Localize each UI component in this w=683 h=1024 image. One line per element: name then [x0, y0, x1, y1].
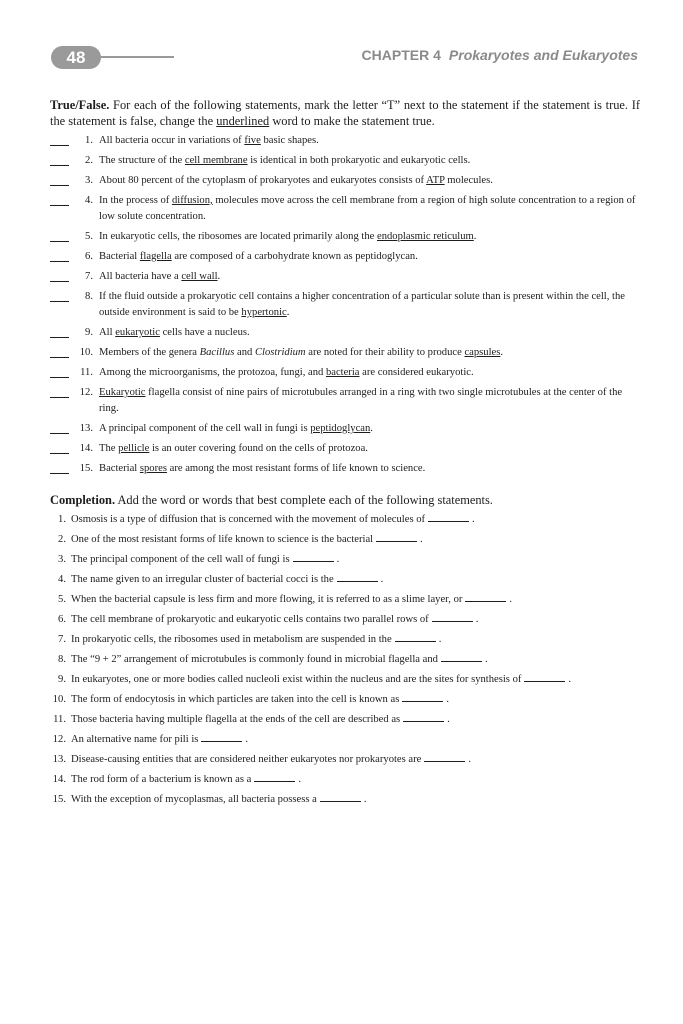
fill-in-blank[interactable] — [465, 592, 506, 602]
statement-end: . — [468, 754, 471, 765]
instructions-text-b: word to make the statement true. — [272, 114, 435, 128]
item-number: 13. — [79, 423, 93, 434]
answer-blank[interactable] — [50, 345, 69, 358]
fill-in-blank[interactable] — [337, 572, 378, 582]
chapter-label: CHAPTER 4 — [361, 47, 441, 63]
fill-in-blank[interactable] — [403, 712, 444, 722]
completion-item — [50, 652, 640, 668]
statement-text: In eukaryotes, one or more bodies called nucleoli exist within the nucleus and are the sites for synthesis of — [71, 674, 522, 685]
statement-text: . — [286, 307, 290, 318]
statement-text: In the process of — [99, 195, 170, 206]
completion-section — [50, 492, 640, 812]
fill-in-blank[interactable] — [424, 752, 465, 762]
completion-item — [50, 552, 640, 568]
item-number: 5. — [85, 231, 93, 242]
answer-blank[interactable] — [50, 229, 69, 242]
statement-text: Disease-causing entities that are considered neither eukaryotes nor prokaryotes are — [71, 754, 422, 765]
item-number: 4. — [58, 574, 66, 585]
statement-text: molecules move across the cell membrane from a region of high solute concentration to a region of low solute concentration. — [99, 195, 636, 222]
statement-text: is an outer covering found on the cells of protozoa. — [151, 443, 368, 454]
completion-item — [50, 712, 640, 728]
statement-text: are among the most resistant forms of life known to science. — [169, 463, 426, 474]
answer-blank[interactable] — [50, 289, 69, 302]
statement-text: A principal component of the cell wall in fungi is — [99, 423, 308, 434]
statement-end: . — [446, 694, 449, 705]
instructions-underlined: underlined — [216, 114, 270, 128]
fill-in-blank[interactable] — [320, 792, 361, 802]
tf-item — [50, 421, 640, 437]
statement-end: . — [475, 614, 479, 625]
answer-blank[interactable] — [50, 325, 69, 338]
statement-text: are noted for their ability to produce — [308, 347, 462, 358]
item-number: 12. — [52, 734, 66, 745]
underlined-term: five — [244, 135, 261, 146]
answer-blank[interactable] — [50, 249, 69, 262]
statement-end: . — [420, 534, 423, 545]
completion-heading: Completion. — [50, 493, 116, 507]
answer-blank[interactable] — [50, 193, 69, 206]
item-number: 9. — [58, 674, 66, 685]
fill-in-blank[interactable] — [293, 552, 334, 562]
statement-text: All — [99, 327, 113, 338]
underlined-term: Eukaryotic — [99, 387, 146, 398]
statement-text: The name given to an irregular cluster of bacterial cocci is the — [71, 574, 334, 585]
statement-text: The — [99, 443, 116, 454]
fill-in-blank[interactable] — [441, 652, 482, 662]
statement-text: basic shapes. — [263, 135, 319, 146]
statement-text: All bacteria occur in variations of — [99, 135, 242, 146]
item-number: 1. — [58, 514, 66, 525]
answer-blank[interactable] — [50, 441, 69, 454]
statement-text: . — [500, 347, 504, 358]
statement-text: Among the microorganisms, the protozoa, fungi, and — [99, 367, 324, 378]
underlined-term: bacteria — [325, 367, 360, 378]
underlined-term: cell membrane — [184, 155, 248, 166]
completion-item — [50, 612, 640, 628]
fill-in-blank[interactable] — [524, 672, 565, 682]
item-number: 14. — [79, 443, 93, 454]
statement-text: The rod form of a bacterium is known as a — [71, 774, 252, 785]
statement-text: The cell membrane of prokaryotic and eukaryotic cells contains two parallel rows of — [71, 614, 429, 625]
statement-end: . — [472, 514, 475, 525]
item-number: 6. — [58, 614, 66, 625]
completion-item — [50, 532, 640, 548]
statement-text: is identical in both prokaryotic and eukaryotic cells. — [250, 155, 471, 166]
item-number: 6. — [85, 251, 93, 262]
statement-text: Bacterial — [99, 251, 138, 262]
item-number: 8. — [85, 291, 93, 302]
fill-in-blank[interactable] — [376, 532, 417, 542]
statement-text: are considered eukaryotic. — [362, 367, 474, 378]
statement-text: The “9 + 2” arrangement of microtubules is commonly found in microbial flagella and — [71, 654, 438, 665]
statement-text: Members of the genera — [99, 347, 197, 358]
item-number: 4. — [85, 195, 93, 206]
true-false-heading: True/False. — [50, 98, 110, 112]
item-number: 10. — [52, 694, 66, 705]
statement-end: . — [363, 794, 367, 805]
fill-in-blank[interactable] — [402, 692, 443, 702]
statement-end: . — [245, 734, 249, 745]
statement-text: and — [237, 347, 253, 358]
item-number: 2. — [58, 534, 66, 545]
item-number: 8. — [58, 654, 66, 665]
tf-item — [50, 269, 640, 285]
answer-blank[interactable] — [50, 133, 69, 146]
true-false-list — [50, 133, 640, 477]
completion-item — [50, 512, 640, 528]
completion-item — [50, 732, 640, 748]
statement-end: . — [298, 774, 301, 785]
statement-end: . — [438, 634, 442, 645]
statement-end: . — [484, 654, 488, 665]
instructions-text-a: For each of the following statements, mark the letter “T” next to the statement if the statement is true. If the statement is false, change the — [50, 98, 640, 128]
completion-item — [50, 672, 640, 688]
underlined-term: spores — [139, 463, 167, 474]
item-number: 15. — [79, 463, 93, 474]
item-number: 3. — [85, 175, 93, 186]
page-header — [0, 0, 683, 80]
chapter-title: Prokaryotes and Eukaryotes — [448, 47, 638, 63]
item-number: 11. — [53, 714, 66, 725]
true-false-instructions — [50, 97, 640, 129]
tf-item — [50, 153, 640, 169]
fill-in-blank[interactable] — [432, 612, 473, 622]
tf-item — [50, 133, 640, 149]
statement-text: One of the most resistant forms of life known to science is the bacterial — [71, 534, 374, 545]
answer-blank[interactable] — [50, 461, 69, 474]
statement-text: With the exception of mycoplasmas, all bacteria possess a — [71, 794, 317, 805]
item-number: 15. — [52, 794, 66, 805]
answer-blank[interactable] — [50, 269, 69, 282]
statement-text: . — [370, 423, 373, 434]
fill-in-blank[interactable] — [201, 732, 242, 742]
item-number: 3. — [58, 554, 66, 565]
completion-instructions-text: Add the word or words that best complete each of the following statements. — [117, 493, 493, 507]
answer-blank[interactable] — [50, 385, 69, 398]
genus-name: Bacillus — [199, 347, 235, 358]
item-number: 13. — [52, 754, 66, 765]
statement-end: . — [380, 574, 384, 585]
statement-text: All bacteria have a — [99, 271, 179, 282]
statement-text: . — [217, 271, 221, 282]
underlined-term: endoplasmic reticulum — [377, 231, 474, 242]
statement-text: are composed of a carbohydrate known as peptidoglycan. — [174, 251, 418, 262]
tf-item — [50, 249, 640, 265]
answer-blank[interactable] — [50, 421, 69, 434]
fill-in-blank[interactable] — [254, 772, 295, 782]
tf-item — [50, 441, 640, 457]
tf-item — [50, 385, 640, 417]
statement-text: The structure of the — [99, 155, 183, 166]
chapter-heading — [362, 47, 638, 63]
answer-blank[interactable] — [50, 173, 69, 186]
tf-item — [50, 325, 640, 341]
item-number: 10. — [79, 347, 93, 358]
underlined-term: diffusion, — [171, 195, 213, 206]
tf-item — [50, 229, 640, 245]
true-false-section — [50, 97, 640, 481]
statement-text: Those bacteria having multiple flagella at the ends of the cell are described as — [71, 714, 401, 725]
item-number: 12. — [79, 387, 93, 398]
underlined-term: capsules — [464, 347, 501, 358]
item-number: 5. — [58, 594, 66, 605]
underlined-term: pellicle — [118, 443, 150, 454]
item-number: 14. — [52, 774, 66, 785]
statement-end: . — [336, 554, 340, 565]
fill-in-blank[interactable] — [428, 512, 469, 522]
item-number: 9. — [85, 327, 93, 338]
statement-text: Osmosis is a type of diffusion that is concerned with the movement of molecules of — [71, 514, 426, 525]
completion-instructions — [50, 492, 640, 508]
completion-item — [50, 592, 640, 608]
tf-item — [50, 289, 640, 321]
completion-item — [50, 752, 640, 768]
statement-end: . — [568, 674, 572, 685]
completion-item — [50, 692, 640, 708]
tf-item — [50, 193, 640, 225]
answer-blank[interactable] — [50, 153, 69, 166]
tf-item — [50, 461, 640, 477]
fill-in-blank[interactable] — [395, 632, 436, 642]
completion-item — [50, 632, 640, 648]
statement-text: The principal component of the cell wall of fungi is — [71, 554, 290, 565]
item-number: 1. — [85, 135, 93, 146]
underlined-term: peptidoglycan — [310, 423, 371, 434]
underlined-term: flagella — [139, 251, 172, 262]
statement-text: flagella consist of nine pairs of microtubules arranged in a ring with two single microtubules at the center of the ring. — [99, 387, 623, 414]
page-number-badge: 48 — [51, 46, 101, 69]
statement-text: If the fluid outside a prokaryotic cell contains a higher concentration of a particular solute than is present within the cell, the outside environment is said to be — [99, 291, 625, 318]
statement-text: . — [473, 231, 477, 242]
statement-text: An alternative name for pili is — [71, 734, 199, 745]
completion-item — [50, 792, 640, 808]
underlined-term: eukaryotic — [115, 327, 160, 338]
statement-text: Bacterial — [99, 463, 138, 474]
statement-text: About 80 percent of the cytoplasm of prokaryotes and eukaryotes consists of — [99, 175, 425, 186]
item-number: 2. — [85, 155, 93, 166]
statement-text: molecules. — [447, 175, 493, 186]
tf-item — [50, 345, 640, 361]
item-number: 11. — [80, 367, 93, 378]
statement-end: . — [509, 594, 513, 605]
completion-item — [50, 572, 640, 588]
statement-text: The form of endocytosis in which particles are taken into the cell is known as — [71, 694, 400, 705]
genus-name: Clostridium — [254, 347, 306, 358]
statement-text: cells have a nucleus. — [162, 327, 250, 338]
underlined-term: ATP — [426, 175, 445, 186]
completion-item — [50, 772, 640, 788]
item-number: 7. — [85, 271, 93, 282]
underlined-term: hypertonic — [241, 307, 287, 318]
header-rule — [96, 56, 174, 58]
statement-text: In prokaryotic cells, the ribosomes used in metabolism are suspended in the — [71, 634, 392, 645]
answer-blank[interactable] — [50, 365, 69, 378]
statement-end: . — [447, 714, 450, 725]
item-number: 7. — [58, 634, 66, 645]
tf-item — [50, 173, 640, 189]
tf-item — [50, 365, 640, 381]
statement-text: In eukaryotic cells, the ribosomes are located primarily along the — [99, 231, 375, 242]
statement-text: When the bacterial capsule is less firm and more flowing, it is referred to as a slime layer, or — [71, 594, 463, 605]
underlined-term: cell wall — [181, 271, 218, 282]
completion-list — [50, 512, 640, 808]
